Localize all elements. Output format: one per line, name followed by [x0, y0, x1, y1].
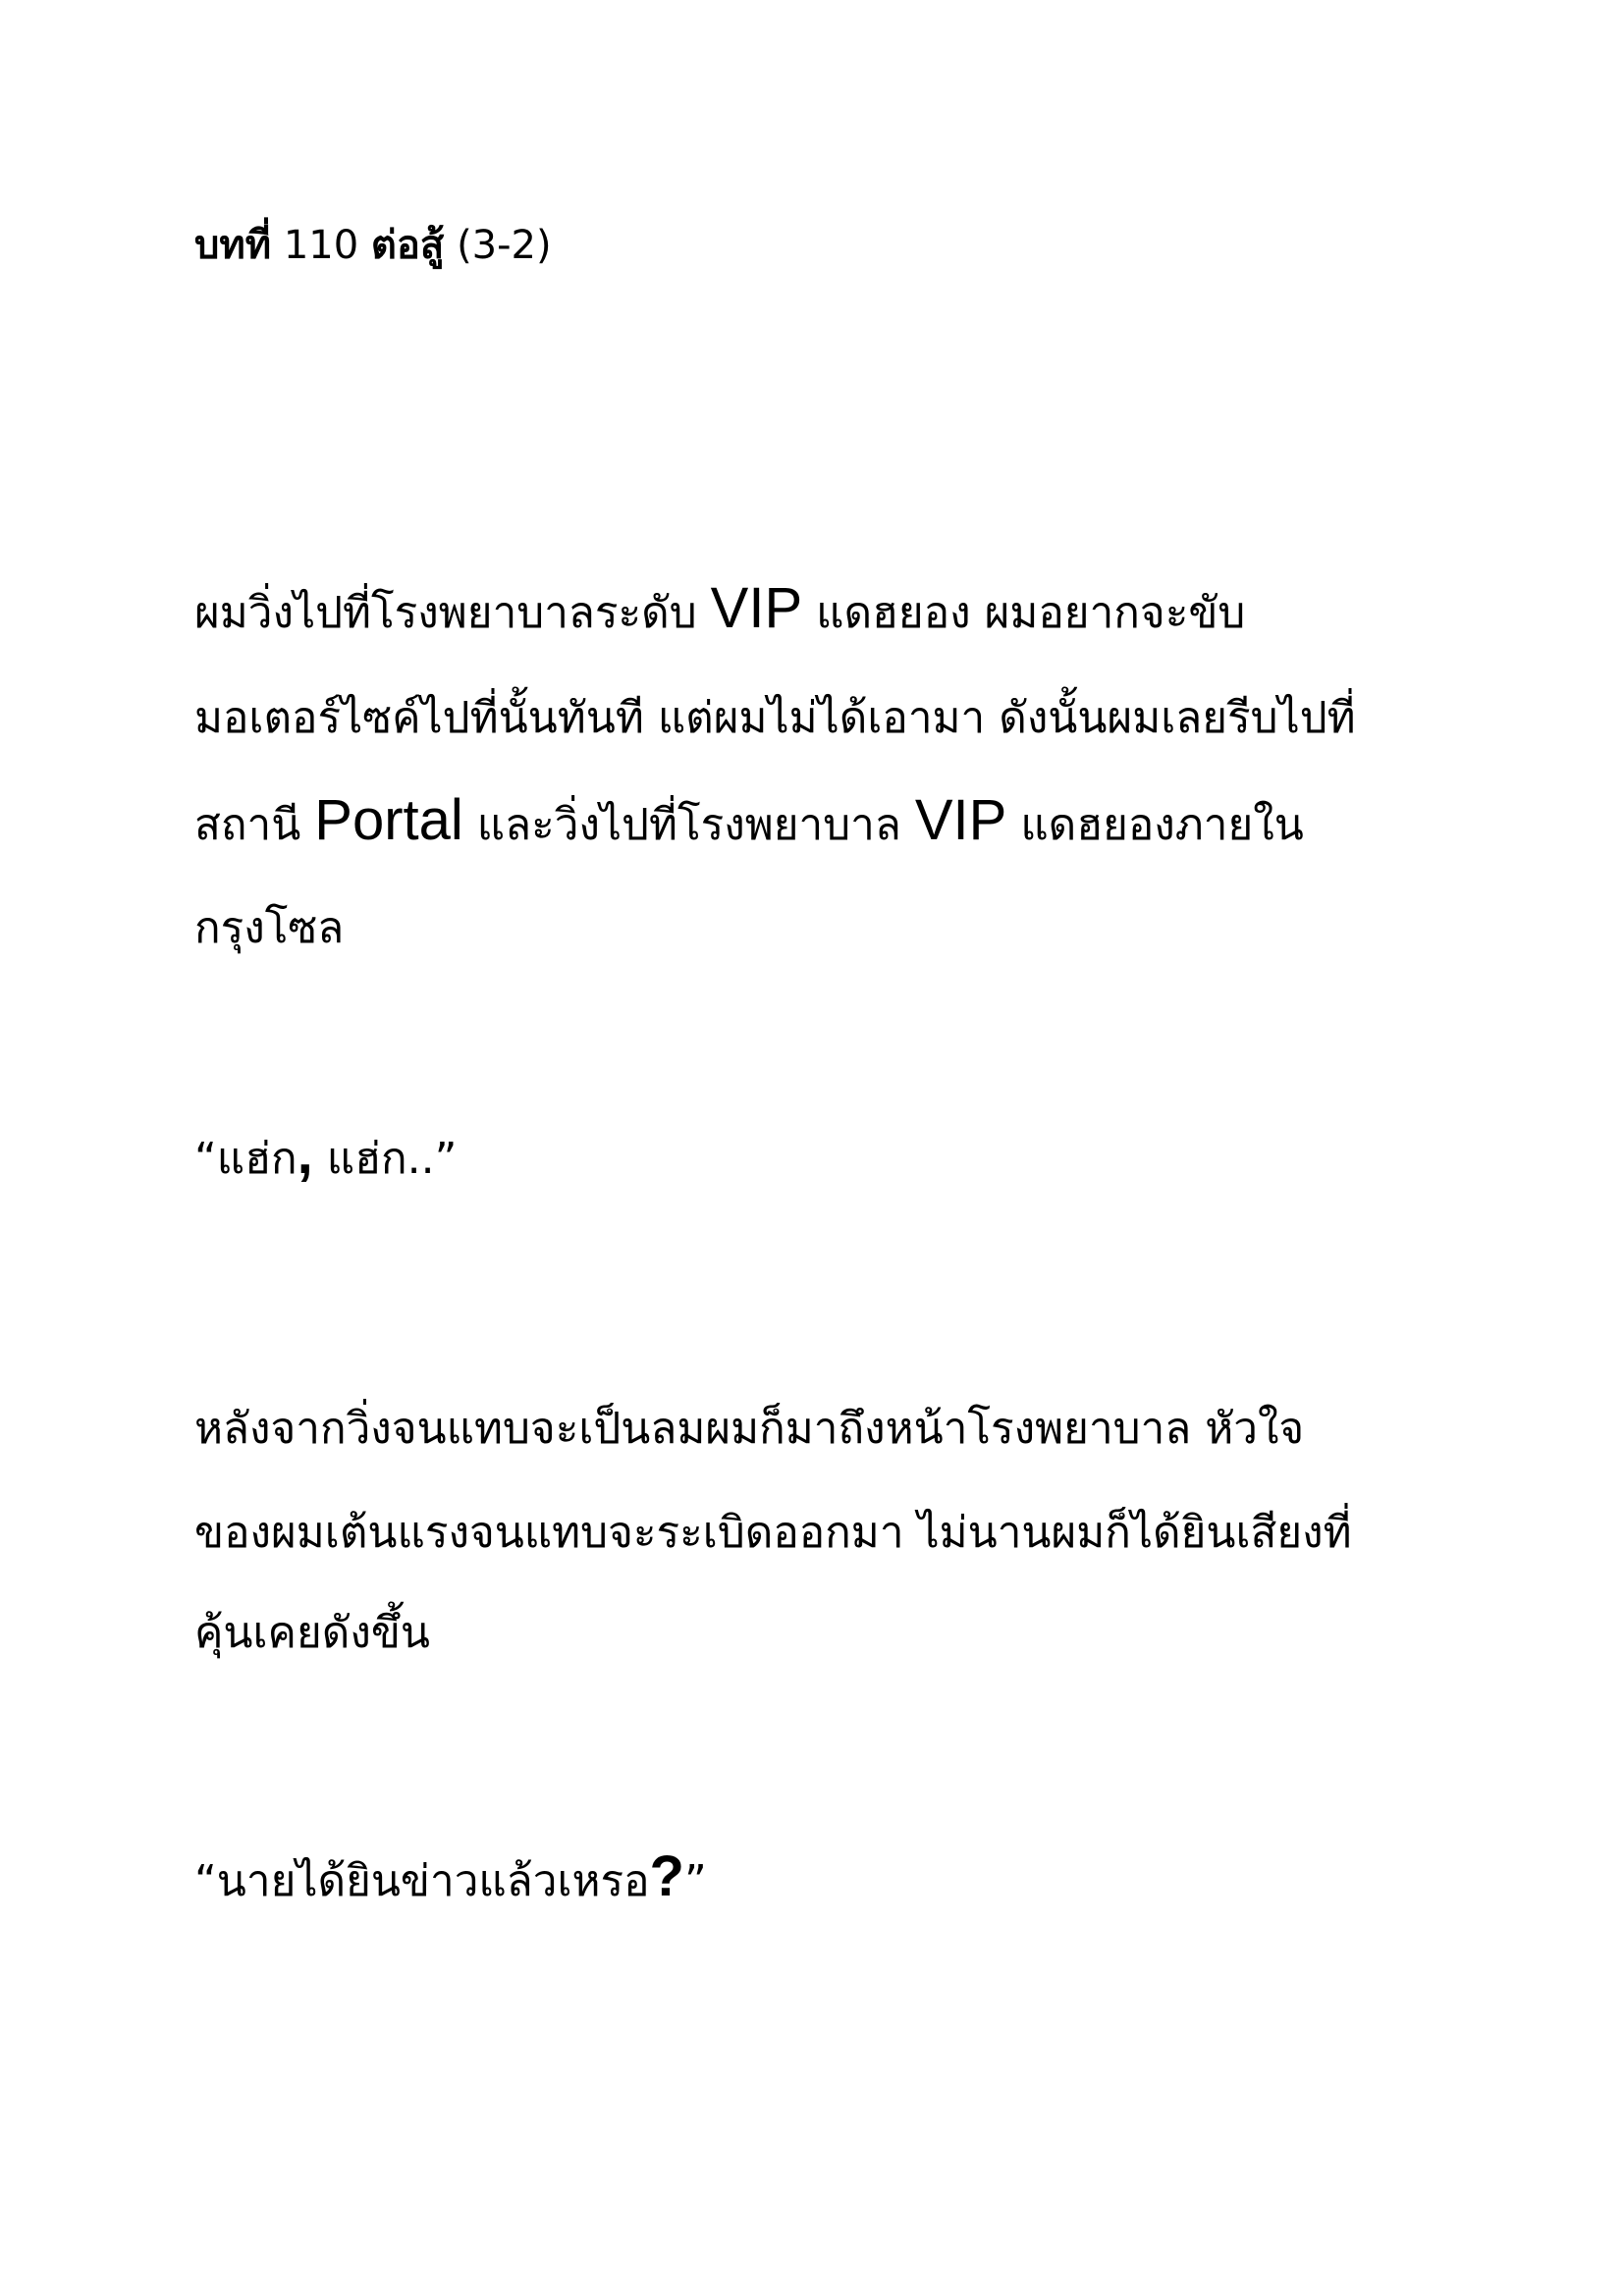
paragraph-2-line-1 [194, 1119, 457, 1195]
chapter-title: ต่อสู้ [370, 223, 445, 268]
text-run: หลังจากวิ่งจนแทบจะเป็นลมผมก็มาถึงหน้าโรงพยาบาล หัวใจ [194, 1404, 1305, 1454]
text-run-latin: VIP [914, 788, 1007, 852]
paragraph-3-line-1 [194, 1394, 1304, 1465]
text-run-latin: , [297, 1122, 313, 1186]
chapter-heading [194, 218, 552, 273]
text-run: “แฮ่ก [194, 1134, 298, 1184]
text-run: ผมวิ่งไปที่โรงพยาบาลระดับ [194, 588, 711, 638]
paragraph-3-line-2 [194, 1498, 1352, 1569]
text-run: สถานี [194, 800, 315, 850]
text-run: ของผมเต้นแรงจนแทบจะระเบิดออกมา ไม่นานผมก็ได้ยินเสียงที่ [194, 1508, 1352, 1558]
text-run: “นายได้ยินข่าวแล้วเหรอ [194, 1856, 650, 1906]
text-run: คุ้นเคยดังขึ้น [194, 1608, 430, 1658]
text-run: ” [683, 1856, 707, 1906]
text-run: แดฮยองภายใน [1006, 800, 1304, 850]
text-run: แฮ่ก..” [312, 1134, 458, 1184]
text-run-latin: Portal [314, 788, 463, 852]
paragraph-4-line-1 [194, 1842, 707, 1917]
chapter-word: บทที่ [194, 223, 272, 268]
text-run: แดฮยอง ผมอยากจะขับ [802, 588, 1246, 638]
chapter-part: (3-2) [457, 223, 552, 268]
text-run: มอเตอร์ไซค์ไปที่นั้นทันที แต่ผมไม่ได้เอามา ดังนั้นผมเลยรีบไปที่ [194, 693, 1356, 743]
text-run-latin: VIP [710, 576, 803, 640]
text-run-latin: ? [649, 1844, 684, 1908]
paragraph-1-line-1 [194, 573, 1245, 649]
paragraph-1-line-2 [194, 683, 1356, 754]
text-run: และวิ่งไปที่โรงพยาบาล [462, 800, 915, 850]
text-run: กรุงโซล [194, 903, 345, 953]
chapter-number: 110 [283, 223, 359, 268]
paragraph-3-line-3 [194, 1598, 430, 1669]
paragraph-1-line-4 [194, 893, 344, 964]
paragraph-1-line-3 [194, 785, 1304, 861]
